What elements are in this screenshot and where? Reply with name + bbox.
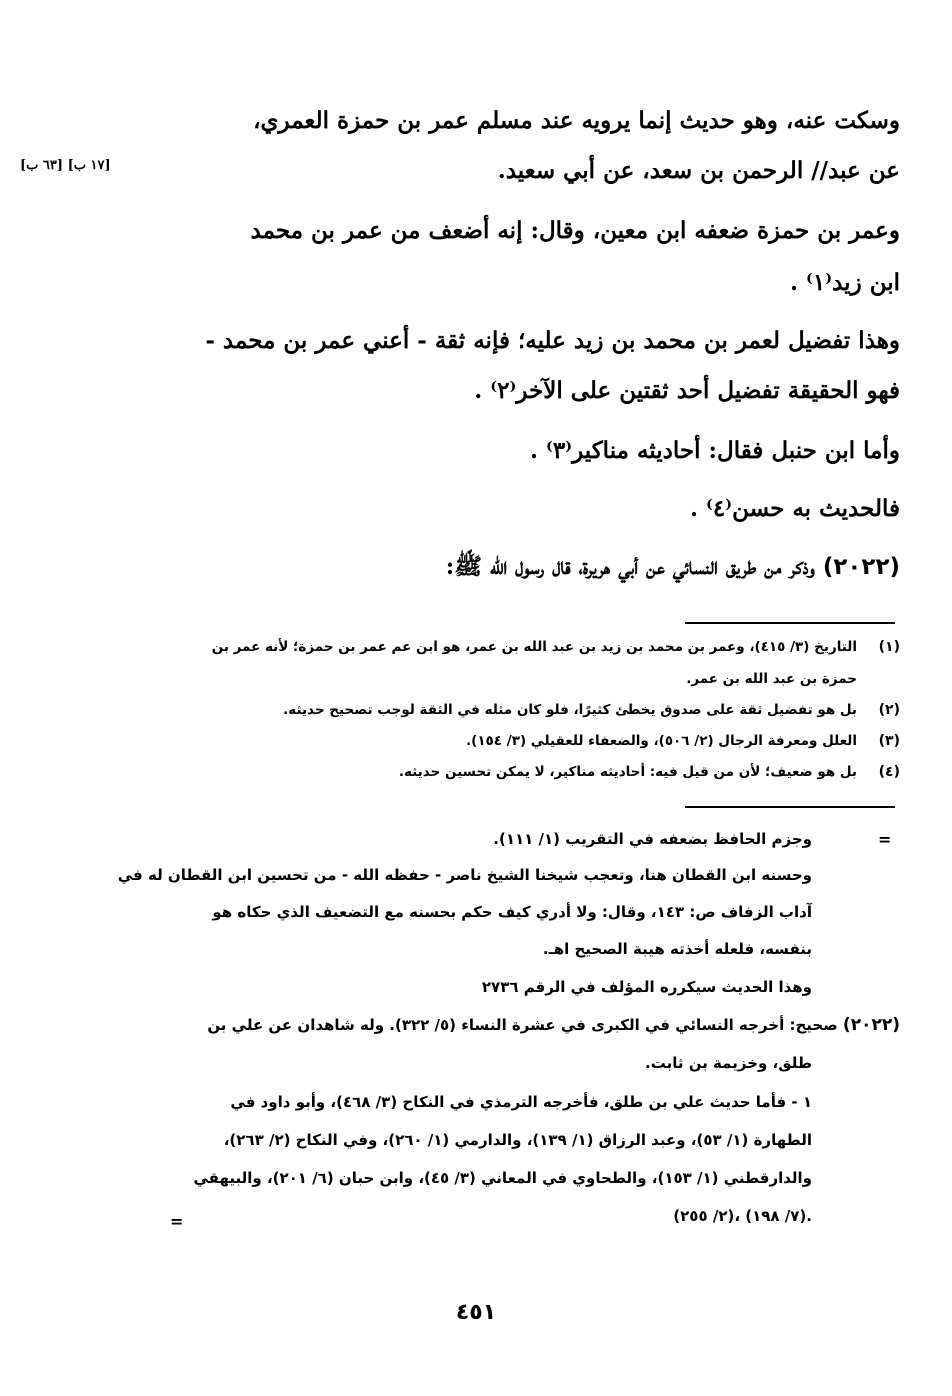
continuation-line-8: ١ - فأما حديث علي بن طلق، فأخرجه الترمذي في النكاح (٣/ ٤٦٨)، وأبو داود في: [230, 1093, 812, 1111]
hadith-number-note: (٢٠٢٢): [842, 1015, 900, 1035]
continuation-line-7: طلق، وخزيمة بن ثابت.: [645, 1054, 812, 1072]
continuation-line-10: والدارقطني (١/ ١٥٣)، والطحاوي في المعاني (٣/ ٤٥)، وابن حبان (٦/ ٢٠١)، والبيهقي: [193, 1169, 812, 1187]
main-text-line-2: عن عبد// الرحمن بن سعد، عن أبي سعيد.: [497, 157, 900, 184]
continuation-line-9: الطهارة (١/ ٥٣)، وعبد الرزاق (١/ ١٣٩)، والدارمي (١/ ٢٦٠)، وفي النكاح (٢/ ٢٦٣)،: [223, 1131, 812, 1149]
continuation-line-4: بنفسه، فلعله أخذته هيبة الصحيح اهـ.: [542, 940, 812, 958]
continuation-separator: [685, 806, 895, 808]
footnote-text-1: التاريخ (٣/ ٤١٥)، وعمر بن محمد بن زيد بن عبد الله بن عمر، هو ابن عم عمر بن حمزة؛ لأنه عمر بن: [211, 639, 857, 655]
page-number: ٤٥١: [455, 1300, 497, 1325]
continuation-line-5: وهذا الحديث سيكرره المؤلف في الرقم ٢٧٣٦: [481, 978, 812, 996]
continuation-line-6: [190, 1014, 900, 1036]
main-text-line-7: وأما ابن حنبل فقال: أحاديثه مناكير⁽٣⁾ .: [530, 437, 900, 464]
footnote-text-1-cont: حمزة بن عبد الله بن عمر.: [686, 671, 857, 687]
main-text-line-3: وعمر بن حمزة ضعفه ابن معين، وقال: إنه أضعف من عمر بن محمد: [250, 217, 900, 244]
hadith-intro: وذكر من طريق النسائي عن أبي هريرة، قال رسول الله ﷺ:: [445, 553, 815, 580]
main-text-line-4: ابن زيد⁽١⁾ .: [790, 269, 900, 296]
footnote-number-4: (٤): [878, 764, 900, 780]
main-text-line-5: وهذا تفضيل لعمر بن محمد بن زيد عليه؛ فإنه ثقة - أعني عمر بن محمد -: [205, 327, 900, 354]
footnote-number-1: (١): [878, 639, 900, 655]
main-text-line-8: فالحديث به حسن⁽٤⁾ .: [690, 495, 900, 522]
hadith-number: (٢٠٢٢): [822, 554, 900, 580]
footnote-text-2: بل هو تفضيل ثقة على صدوق يخطئ كثيرًا، فلو كان مثله في الثقة لوجب تصحيح حديثه.: [283, 702, 857, 718]
footnote-number-2: (٢): [878, 702, 900, 718]
main-text-line-6: فهو الحقيقة تفضيل أحد ثقتين على الآخر⁽٢⁾ .: [474, 377, 900, 404]
continues-next-page-mark: =: [170, 1212, 184, 1231]
footnote-separator: [685, 622, 895, 624]
hadith-takhrij: صحيح: أخرجه النسائي في الكبرى في عشرة النساء (٥/ ٣٢٢). وله شاهدان عن علي بن: [207, 1016, 838, 1034]
main-text-line-1: وسكت عنه، وهو حديث إنما يرويه عند مسلم عمر بن حمزة العمري،: [253, 107, 900, 134]
continuation-line-1: وجزم الحافظ بضعفه في التقريب (١/ ١١١).: [493, 830, 812, 848]
manuscript-folio-note: [١٧ ب] [٦٣ ب]: [20, 158, 111, 173]
footnote-number-3: (٣): [878, 733, 900, 749]
footnote-text-3: العلل ومعرفة الرجال (٢/ ٥٠٦)، والضعفاء للعقيلي (٣/ ١٥٤).: [466, 733, 857, 749]
continuation-line-3: آداب الزفاف ص: ١٤٣، وقال: ولا أدري كيف حكم بحسنه مع التضعيف الذي حكاه هو: [212, 903, 812, 921]
continued-from-previous-mark: =: [878, 830, 892, 849]
continuation-line-11: (٢/ ٢٥٥)، (٧/ ١٩٨).: [673, 1207, 812, 1225]
footnote-text-4: بل هو ضعيف؛ لأن من قيل فيه: أحاديثه مناكير، لا يمكن تحسين حديثه.: [398, 764, 857, 780]
main-text-line-9: [180, 552, 900, 582]
continuation-line-2: وحسنه ابن القطان هنا، وتعجب شيخنا الشيخ ناصر - حفظه الله - من تحسين ابن القطان له في: [117, 866, 812, 884]
